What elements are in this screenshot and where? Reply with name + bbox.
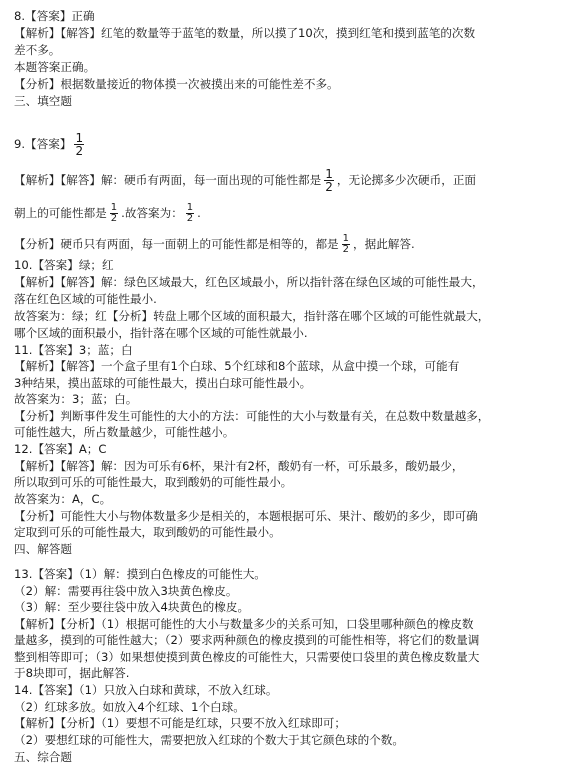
q12-conclusion: 故答案为：A，C。 xyxy=(14,492,112,506)
q14-answer: 14.【答案】（1）只放入白球和黄球，不放入红球。 xyxy=(14,683,278,697)
q13-answer: 13.【答案】（1）解：摸到白色橡皮的可能性大。 xyxy=(14,567,266,581)
q11-answer: 11.【答案】3；蓝；白 xyxy=(14,343,133,357)
q10-analysis-cont: 落在红色区域的可能性最小. xyxy=(14,292,157,306)
q8-answer: 8.【答案】正确 xyxy=(14,9,95,23)
q8-reasoning: 【分析】根据数量接近的物体摸一次被摸出来的可能性差不多。 xyxy=(14,77,339,91)
q9-answer xyxy=(14,132,87,157)
q13-answer-part3: （3）解：至少要往袋中放入4块黄色的橡皮。 xyxy=(14,600,250,614)
q9-answer-label: 9.【答案】 xyxy=(14,137,72,151)
q13-analysis-cont: 量越多，摸到的可能性越大；（2）要求两种颜色的橡皮摸到的可能性相等，将它们的数量调 xyxy=(14,633,480,647)
fraction-one-half: $\frac{1}{2}$ xyxy=(186,202,194,224)
q14-analysis-cont: （2）要想红球的可能性大，需要把放入红球的个数大于其它颜色球的个数。 xyxy=(14,733,404,747)
q8-analysis-cont: 差不多。 xyxy=(14,43,61,57)
q10-reasoning: 哪个区域的面积最小，指针落在哪个区域的可能性就最小. xyxy=(14,326,308,340)
q11-reasoning: 【分析】判断事件发生可能性的大小的方法：可能性的大小与数量有关，在总数中数量越多， xyxy=(14,409,490,423)
q12-reasoning-cont: 定取到可乐的可能性最大，取到酸奶的可能性最小。 xyxy=(14,525,281,539)
q10-answer: 10.【答案】绿；红 xyxy=(14,258,114,272)
q10-conclusion: 故答案为：绿；红【分析】转盘上哪个区域的面积最大，指针落在哪个区域的可能性就最大， xyxy=(14,309,490,323)
section-comprehensive-heading: 五、综合题 xyxy=(14,750,72,764)
q12-analysis-cont: 所以取到可乐的可能性最大，取到酸奶的可能性最小。 xyxy=(14,475,293,489)
q12-analysis: 【解析】【解答】解：因为可乐有6杯，果汁有2杯，酸奶有一杯，可乐最多，酸奶最少， xyxy=(14,459,464,473)
q11-reasoning-cont: 可能性越大，所占数量越少，可能性越小。 xyxy=(14,425,235,439)
q8-analysis: 【解析】【解答】红笔的数量等于蓝笔的数量，所以摸了10次，摸到红笔和摸到蓝笔的次数 xyxy=(14,26,476,40)
q13-analysis-cont2: 整到相等即可；（3）如果想使摸到黄色橡皮的可能性大，只需要使口袋里的黄色橡皮数量大 xyxy=(14,650,480,664)
section-fill-blank-heading: 三、填空题 xyxy=(14,94,72,108)
q12-reasoning: 【分析】可能性大小与物体数量多少是相关的，本题根据可乐、果汁、酸奶的多少，即可确 xyxy=(14,509,478,523)
q11-conclusion: 故答案为：3；蓝；白。 xyxy=(14,392,138,406)
q11-analysis-cont: 3种结果，摸出蓝球的可能性最大，摸出白球可能性最小。 xyxy=(14,376,312,390)
q14-analysis: 【解析】【分析】（1）要想不可能是红球，只要不放入红球即可； xyxy=(14,716,346,730)
q12-answer: 12.【答案】A；C xyxy=(14,442,107,456)
fraction-one-half: $\frac{1}{2}$ xyxy=(325,167,333,194)
q9-analysis-cont: 朝上的可能性都是 $\frac{1}{2}$ .故答案为： $\frac{1}{2}$ . xyxy=(14,202,201,224)
q9-analysis: 【解析】【解答】解：硬币有两面，每一面出现的可能性都是 $\frac{1}{2}$ ，无论掷多少次硬币，正面 xyxy=(14,167,477,194)
q13-analysis-cont3: 于8块即可，据此解答. xyxy=(14,666,130,680)
q11-analysis: 【解析】【解答】一个盒子里有1个白球、5个红球和8个蓝球，从盒中摸一个球，可能有 xyxy=(14,359,460,373)
q13-answer-part2: （2）解：需要再往袋中放入3块黄色橡皮。 xyxy=(14,584,238,598)
fraction-one-half: $\frac{1}{2}$ xyxy=(110,202,118,224)
fraction-one-half: $\frac{1}{2}$ xyxy=(75,131,84,158)
q14-answer-part2: （2）红球多放。如放入4个红球、1个白球。 xyxy=(14,700,245,714)
q10-analysis: 【解析】【解答】解：绿色区域最大，红色区域最小，所以指针落在绿色区域的可能性最大， xyxy=(14,275,484,289)
fraction-one-half: $\frac{1}{2}$ xyxy=(342,233,350,255)
section-solve-heading: 四、解答题 xyxy=(14,542,72,556)
q13-analysis: 【解析】【分析】（1）根据可能性的大小与数量多少的关系可知，口袋里哪种颜色的橡皮数 xyxy=(14,617,474,631)
q9-reasoning: 【分析】硬币只有两面，每一面朝上的可能性都是相等的，都是 $\frac{1}{2}$ ，据此解答. xyxy=(14,233,415,255)
q8-conclusion: 本题答案正确。 xyxy=(14,60,96,74)
